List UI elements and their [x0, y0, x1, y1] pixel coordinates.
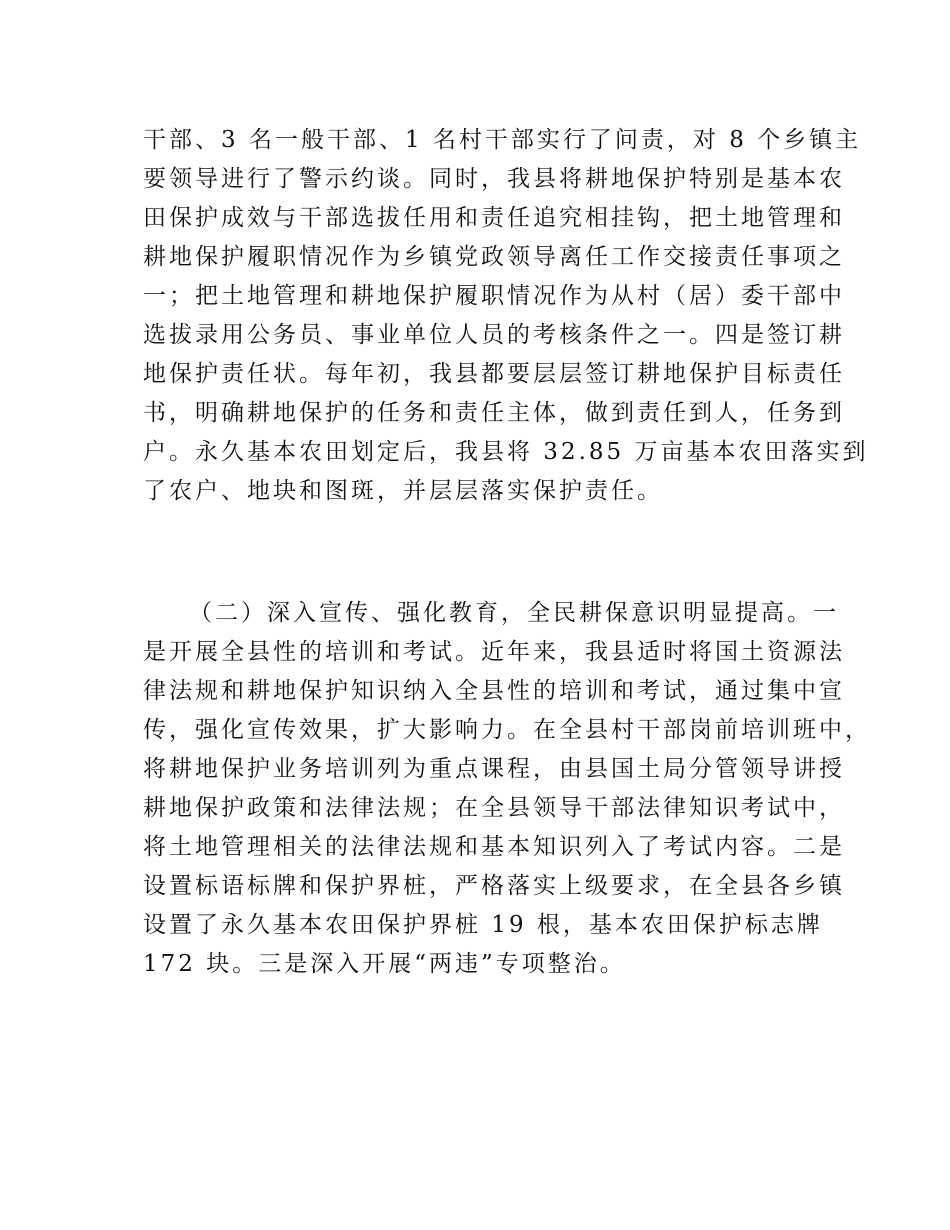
section-heading-line: （二）深入宣传、强化教育，全民耕保意识明显提高。一	[189, 600, 839, 626]
text-line: 田保护成效与干部选拔任用和责任追究相挂钩，把土地管理和	[143, 205, 845, 231]
text-line: 要领导进行了警示约谈。同时，我县将耕地保护特别是基本农	[143, 166, 845, 192]
text-line: 172 块。三是深入开展“两违”专项整治。	[143, 951, 626, 977]
text-line: 户。永久基本农田划定后，我县将 32.85 万亩基本农田落实到	[143, 439, 869, 465]
text-line: 耕地保护政策和法律法规；在全县领导干部法律知识考试中，	[143, 795, 845, 821]
text-line: 选拔录用公务员、事业单位人员的考核条件之一。四是签订耕	[143, 322, 845, 348]
text-line: 地保护责任状。每年初，我县都要层层签订耕地保护目标责任	[143, 361, 845, 387]
text-line: 干部、3 名一般干部、1 名村干部实行了问责，对 8 个乡镇主	[143, 127, 862, 153]
text-line: 一；把土地管理和耕地保护履职情况作为从村（居）委干部中	[143, 283, 845, 309]
text-line: 将土地管理相关的法律法规和基本知识列入了考试内容。二是	[143, 834, 845, 860]
text-line: 设置标语标牌和保护界桩，严格落实上级要求，在全县各乡镇	[143, 873, 845, 899]
text-line: 书，明确耕地保护的任务和责任主体，做到责任到人，任务到	[143, 400, 845, 426]
text-line: 律法规和耕地保护知识纳入全县性的培训和考试，通过集中宣	[143, 678, 845, 704]
paragraph-publicity-education	[143, 594, 871, 984]
paragraph-accountability	[143, 121, 869, 511]
text-line: 传，强化宣传效果，扩大影响力。在全县村干部岗前培训班中，	[143, 717, 871, 743]
text-line: 设置了永久基本农田保护界桩 19 根，基本农田保护标志牌	[143, 912, 823, 938]
text-line: 了农户、地块和图斑，并层层落实保护责任。	[143, 478, 663, 504]
text-line: 耕地保护履职情况作为乡镇党政领导离任工作交接责任事项之	[143, 244, 845, 270]
text-line: 是开展全县性的培训和考试。近年来，我县适时将国土资源法	[143, 639, 845, 665]
text-line: 将耕地保护业务培训列为重点课程，由县国土局分管领导讲授	[143, 756, 845, 782]
